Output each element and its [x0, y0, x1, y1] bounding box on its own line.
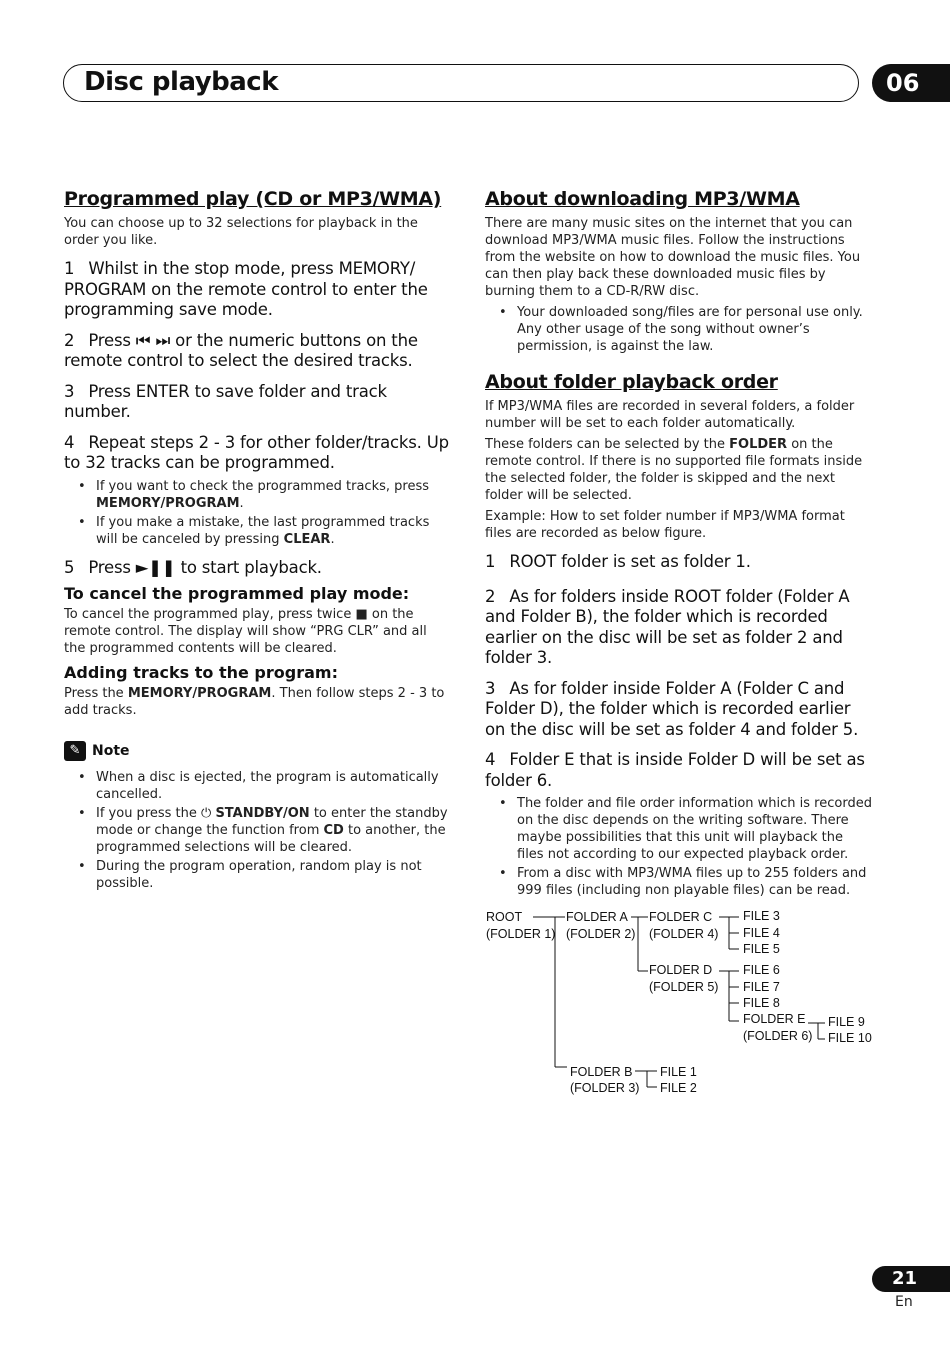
list-item: • The folder and file order information which is recorded on the disc depends on the writing software. There maybe possibilities that this unit will playback the files not according to our expected playback order. [485, 795, 873, 863]
page-language: En [895, 1294, 913, 1310]
pencil-icon: ✎ [64, 741, 86, 761]
folder-paragraph-3: Example: How to set folder number if MP3/WMA format files are recorded as below figure. [485, 509, 845, 541]
list-item: • If you press the ⏻ STANDBY/ON to enter the standby mode or change the function from CD to another, the programmed selections will be cleared. [64, 805, 452, 856]
folder-bullets [485, 795, 873, 899]
cancel-heading: To cancel the programmed play mode: [64, 584, 410, 603]
step-number: 4 [485, 750, 496, 769]
step-number: 2 [64, 330, 75, 350]
tree-folder-b-number: (FOLDER 3) [570, 1081, 640, 1095]
step-number: 5 [64, 557, 75, 577]
tree-file: FILE 9 [828, 1015, 865, 1029]
cancel-text: To cancel the programmed play, press twice ■ on the remote control. The display will show “PRG CLR” and all the programmed contents will be cleared. [64, 607, 427, 656]
step-text: Whilst in the stop mode, press MEMORY/ PROGRAM on the remote control to enter the programming save mode. [64, 259, 428, 319]
step-3 [64, 382, 452, 423]
programmed-play-heading: Programmed play (CD or MP3/WMA) [64, 188, 442, 210]
folder-step-1 [485, 552, 873, 573]
tree-folder-a: FOLDER A [566, 910, 628, 924]
step-text: Folder E that is inside Folder D will be set as folder 6. [485, 750, 865, 790]
step-2 [64, 331, 452, 372]
step-1 [64, 259, 452, 321]
folder-step-4 [485, 750, 873, 791]
folder-tree-diagram [485, 905, 885, 1105]
step-text: Press ENTER to save folder and track number. [64, 381, 387, 421]
step-number: 4 [64, 432, 75, 452]
tree-folder-e-number: (FOLDER 6) [743, 1029, 813, 1043]
note-bullets [64, 769, 452, 892]
step-text: Press ►❚❚ to start playback. [88, 557, 322, 577]
tree-folder-b: FOLDER B [570, 1065, 633, 1079]
step-4 [64, 433, 452, 474]
tree-file: FILE 4 [743, 926, 780, 940]
downloading-text: There are many music sites on the internet that you can download MP3/WMA music files. Follow the instructions from the website on how to download the music files. You can then play back these downloaded music files by burning them to a CD-R/RW disc. [485, 216, 861, 299]
step-number: 1 [64, 259, 75, 278]
step-number: 2 [485, 586, 496, 606]
list-item: • Your downloaded song/files are for personal use only. Any other usage of the song without owner’s permission, is against the law. [485, 304, 873, 355]
tree-folder-c: FOLDER C [649, 910, 713, 924]
step-number: 3 [64, 381, 75, 401]
tree-folder-c-number: (FOLDER 4) [649, 927, 719, 941]
tree-file: FILE 10 [828, 1031, 872, 1045]
folder-order-heading: About folder playback order [485, 371, 778, 393]
list-item: • When a disc is ejected, the program is automatically cancelled. [64, 769, 452, 803]
left-column [64, 188, 452, 894]
right-column [485, 188, 873, 901]
step-text: As for folders inside ROOT folder (Folder A and Folder B), the folder which is recorded earlier on the disc will be set as folder 2 and folder 3. [485, 586, 850, 667]
downloading-heading: About downloading MP3/WMA [485, 188, 800, 210]
adding-text: Press the MEMORY/PROGRAM. Then follow steps 2 - 3 to add tracks. [64, 686, 445, 718]
tree-file: FILE 3 [743, 909, 780, 923]
step-text: As for folder inside Folder A (Folder C and Folder D), the folder which is recorded earlier on the disc will be set as folder 4 and folder 5. [485, 678, 859, 739]
chapter-number: 06 [872, 64, 950, 102]
list-item: • If you make a mistake, the last programmed tracks will be canceled by pressing CLEAR. [64, 514, 452, 548]
tree-folder-e: FOLDER E [743, 1012, 806, 1026]
page-number: 21 [872, 1266, 950, 1292]
note-header [64, 741, 452, 761]
step-number: 1 [485, 552, 496, 571]
step-text: ROOT folder is set as folder 1. [509, 552, 751, 571]
list-item: • During the program operation, random play is not possible. [64, 858, 452, 892]
list-item: • If you want to check the programmed tracks, press MEMORY/PROGRAM. [64, 478, 452, 512]
chapter-header [63, 64, 859, 102]
downloading-bullets [485, 304, 873, 355]
tree-folder-a-number: (FOLDER 2) [566, 927, 636, 941]
tree-file: FILE 6 [743, 963, 780, 977]
tree-folder-d: FOLDER D [649, 963, 713, 977]
list-item: • From a disc with MP3/WMA files up to 255 folders and 999 files (including non playable files) can be read. [485, 865, 873, 899]
page-title: Disc playback [84, 67, 279, 97]
note-label: Note [92, 743, 130, 759]
programmed-play-intro: You can choose up to 32 selections for playback in the order you like. [64, 216, 418, 248]
tree-file: FILE 2 [660, 1081, 697, 1095]
step-5 [64, 558, 452, 579]
step-text: Press ⏮ ⏭ or the numeric buttons on the remote control to select the desired tracks. [64, 330, 418, 370]
folder-step-3 [485, 679, 873, 741]
tree-file: FILE 1 [660, 1065, 697, 1079]
tree-folder-d-number: (FOLDER 5) [649, 980, 719, 994]
tree-root-number: (FOLDER 1) [486, 927, 556, 941]
step-number: 3 [485, 678, 496, 698]
tree-file: FILE 7 [743, 980, 780, 994]
tree-file: FILE 5 [743, 942, 780, 956]
step-text: Repeat steps 2 - 3 for other folder/tracks. Up to 32 tracks can be programmed. [64, 432, 449, 472]
step-4-bullets [64, 478, 452, 548]
folder-paragraph-2: These folders can be selected by the FOLDER on the remote control. If there is no supported file formats inside the selected folder, the folder is skipped and the next folder will be selected. [485, 437, 863, 503]
tree-root: ROOT [486, 910, 523, 924]
tree-file: FILE 8 [743, 996, 780, 1010]
folder-paragraph-1: If MP3/WMA files are recorded in several folders, a folder number will be set to each folder automatically. [485, 399, 855, 431]
adding-heading: Adding tracks to the program: [64, 663, 338, 682]
folder-step-2 [485, 587, 873, 669]
